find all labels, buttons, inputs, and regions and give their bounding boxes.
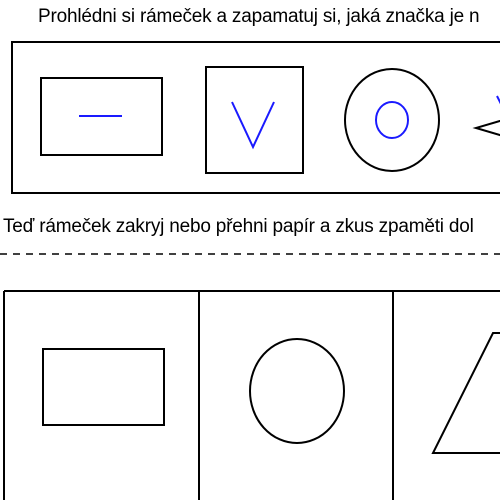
instruction-text-2: Teď rámeček zakryj nebo přehni papír a zkus zpaměti dol — [3, 216, 474, 237]
small-circle-mark — [376, 102, 408, 138]
answer-cell-2-area[interactable] — [200, 292, 392, 500]
answer-cell-3-area[interactable] — [394, 292, 500, 500]
answer-cell-circle[interactable] — [200, 292, 392, 500]
instruction-text-1: Prohlédni si rámeček a zapamatuj si, jaká značka je n — [38, 6, 480, 27]
v-mark — [232, 102, 274, 147]
answer-cell-1-area[interactable] — [5, 292, 198, 500]
answer-grid — [4, 291, 500, 500]
square-outline — [206, 67, 303, 173]
memory-shape-circle — [345, 69, 439, 171]
answer-cell-rectangle[interactable] — [5, 292, 198, 500]
triangle-outline-partial — [476, 118, 500, 138]
circle-outline — [345, 69, 439, 171]
answer-cell-triangle[interactable] — [394, 292, 500, 500]
memory-shape-rectangle — [41, 78, 162, 155]
memory-frame — [12, 42, 500, 193]
memory-shape-square — [206, 67, 303, 173]
memory-shape-triangle — [476, 96, 500, 138]
